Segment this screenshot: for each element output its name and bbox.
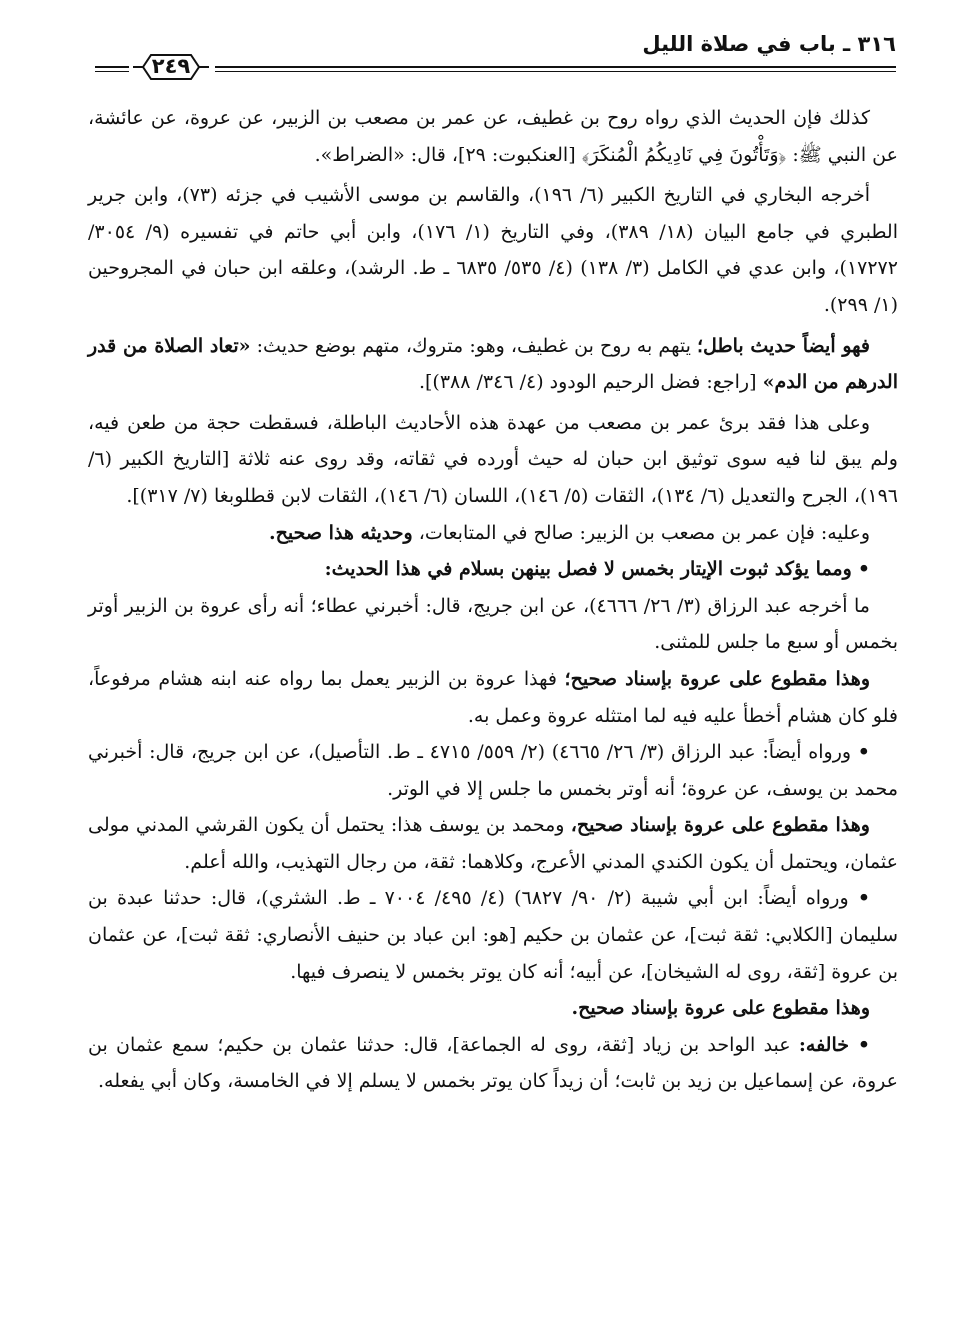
page-body: [88, 100, 898, 1100]
page-header: [95, 30, 896, 80]
header-rule-left: [95, 66, 129, 72]
page-number: ٢٤٩: [151, 54, 191, 78]
paragraph: [88, 551, 898, 588]
paragraph-text: ورواه أيضاً: ابن أبي شيبة (٢/ ٩٠/ ٦٨٢٧) (٤/ ٤٩٥/ ٧٠٠٤ ـ ط. الشثري)، قال: حدثنا عبدة بن سليمان [الكلابي: ثقة ثبت]، عن عثمان بن حكيم [هو: ابن عباد بن حنيف الأنصاري: ثقة ثبت]، عن عثمان بن عروة [ثقة، روى له الشيخان]، عن أبيه؛ أنه كان يوتر بخمس لا ينصرف فيها.: [88, 887, 898, 983]
paragraph-lead: وهذا مقطوع على عروة بإسناد صحيح،: [570, 814, 870, 837]
paragraph-lead: وهذا مقطوع على عروة بإسناد صحيح.: [571, 997, 870, 1020]
running-title: ٣١٦ ـ باب في صلاة الليل: [642, 32, 896, 56]
paragraph: [88, 880, 898, 990]
paragraph: [88, 515, 898, 552]
paragraph-lead: خالفه:: [798, 1033, 858, 1056]
paragraph-text: فهذا عروة بن الزبير يعمل بما رواه عنه ابنه هشام مرفوعاً، فلو كان هشام أخطأ عليه فيه لما امتثله عروة وعمل به.: [88, 667, 898, 727]
bullet-icon: •: [857, 887, 870, 910]
paragraph-text: ورواه أيضاً: عبد الرزاق (٣/ ٢٦/ ٤٦٦٥) (٢/ ٥٥٩/ ٤٧١٥ ـ ط. التأصيل)، عن ابن جريج، قال: أخبرني محمد بن يوسف، عن عروة؛ أنه أوتر بخمس ما جلس إلا في الوتر.: [88, 741, 898, 800]
paragraph-lead: وحديثه هذا صحيح.: [269, 521, 413, 544]
page-number-frame: [131, 50, 211, 84]
paragraph-text: [راجع: فضل الرحيم الودود (٤/ ٣٤٦/ ٣٨٨)].: [418, 371, 763, 394]
paragraph-lead: وهذا مقطوع على عروة بإسناد صحيح؛: [564, 667, 870, 690]
paragraph: [88, 100, 898, 173]
paragraph-text: عبد الواحد بن زياد [ثقة، روى له الجماعة]، قال: حدثنا عثمان بن حكيم؛ سمع عثمان بن عروة، عن إسماعيل بن زيد بن ثابت؛ أن زيداً كان يوتر بخمس لا يسلم إلا في الخامسة، وكان أبي يفعله.: [88, 1033, 898, 1093]
paragraph-lead: ومما يؤكد ثبوت الإيتار بخمس لا فصل بينهن بسلام في هذا الحديث:: [324, 558, 852, 581]
paragraph: [88, 177, 898, 323]
paragraph: [88, 807, 898, 880]
bullet-icon: •: [857, 558, 870, 581]
paragraph: [88, 328, 898, 401]
bullet-icon: •: [857, 741, 870, 764]
paragraph-text: وعلى هذا فقد برئ عمر بن مصعب من عهدة هذه الأحاديث الباطلة، فسقطت حجة من طعن فيه، ولم يبق لنا فيه سوى توثيق ابن حبان له حيث أورده في ثقاته، وقد روى عنه ثلاثة [التاريخ الكبير (٦/ ١٩٦)، الجرح والتعديل (٦/ ١٣٤)، الثقات (٥/ ١٤٦)، اللسان (٦/ ١٤٦)، الثقات لابن قطلوبغا (٧/ ٣١٧)].: [88, 411, 898, 507]
paragraph: [88, 990, 898, 1027]
paragraph: [88, 405, 898, 515]
header-rule: [215, 66, 896, 72]
paragraph-lead: «تعاد الصلاة من قدر الدرهم من الدم»: [88, 334, 898, 394]
paragraph-lead: فهو أيضاً حديث باطل؛: [697, 334, 870, 357]
paragraph-text: ما أخرجه عبد الرزاق (٣/ ٢٦/ ٤٦٦٦)، عن ابن جريج، قال: أخبرني عطاء؛ أنه رأى عروة بن الزبير أوتر بخمس أو سبع ما جلس للمثنى.: [88, 594, 898, 654]
paragraph-text: وعليه: فإن عمر بن مصعب بن الزبير: صالح في المتابعات،: [412, 521, 870, 544]
paragraph: [88, 1027, 898, 1100]
paragraph: [88, 734, 898, 807]
paragraph-text: كذلك فإن الحديث الذي رواه روح بن غطيف، عن عمر بن مصعب بن الزبير، عن عروة، عن عائشة، عن النبي ﷺ: ﴿وَتَأْتُونَ فِي نَادِيكُمُ الْمُنكَرَ﴾ [العنكبوت: ٢٩]، قال: «الضراط».: [88, 107, 898, 166]
paragraph: [88, 661, 898, 734]
paragraph-text: يتهم به روح بن غطيف، وهو: متروك، متهم بوضع حديث:: [250, 334, 698, 357]
bullet-icon: •: [857, 1033, 870, 1056]
paragraph-text: ومحمد بن يوسف هذا: يحتمل أن يكون القرشي المدني مولى عثمان، ويحتمل أن يكون الكندي المدني الأعرج، وكلاهما: ثقة، من رجال التهذيب، والله أعلم.: [88, 814, 898, 873]
paragraph-text: أخرجه البخاري في التاريخ الكبير (٦/ ١٩٦)، والقاسم بن موسى الأشيب في جزئه (٧٣)، وابن جرير الطبري في جامع البيان (١٨/ ٣٨٩)، وفي التاريخ (١/ ١٧٦)، وابن أبي حاتم في تفسيره (٩/ ٣٠٥٤/ ١٧٢٧٢)، وابن عدي في الكامل (٣/ ١٣٨) (٤/ ٥٣٥/ ٦٨٣٥ ـ ط. الرشد)، وعلقه ابن حبان في المجروحين (١/ ٢٩٩).: [88, 184, 899, 316]
paragraph: [88, 588, 898, 661]
